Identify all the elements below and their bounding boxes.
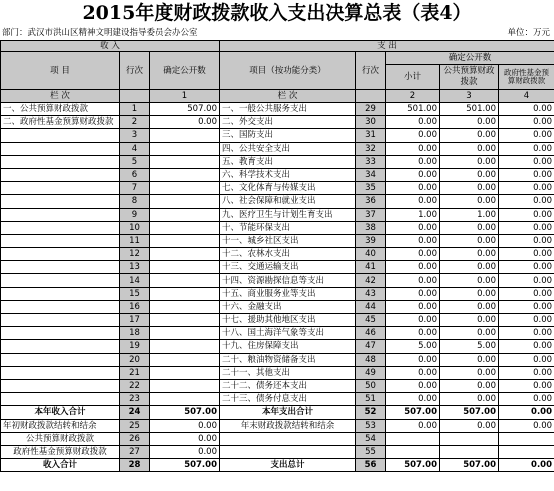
expense-lanci: 栏 次 — [220, 90, 356, 103]
expense-rowno: 53 — [356, 419, 386, 432]
expense-subtotal: 0.00 — [386, 168, 440, 181]
income-rowno: 10 — [120, 221, 150, 234]
expense-fund: 0.00 — [499, 406, 554, 419]
expense-rowno: 29 — [356, 103, 386, 116]
expense-item — [220, 445, 356, 458]
total-row — [1, 459, 554, 472]
expense-rowno: 31 — [356, 129, 386, 142]
income-rowno: 11 — [120, 234, 150, 247]
expense-subtotal: 0.00 — [386, 142, 440, 155]
expense-fund: 0.00 — [499, 353, 554, 366]
income-rowno: 19 — [120, 340, 150, 353]
table-row — [1, 340, 554, 353]
expense-general: 0.00 — [440, 116, 499, 129]
income-rowno: 9 — [120, 208, 150, 221]
income-item-header: 项 目 — [1, 52, 120, 90]
table-row — [1, 182, 554, 195]
expense-subtotal: 501.00 — [386, 103, 440, 116]
income-value — [150, 195, 220, 208]
general-budget-header: 公共预算财政拨款 — [440, 65, 499, 90]
table-row — [1, 314, 554, 327]
table-row — [1, 274, 554, 287]
expense-rowno: 32 — [356, 142, 386, 155]
expense-general: 1.00 — [440, 208, 499, 221]
expense-subtotal: 0.00 — [386, 234, 440, 247]
expense-fund: 0.00 — [499, 287, 554, 300]
expense-fund: 0.00 — [499, 327, 554, 340]
income-value — [150, 168, 220, 181]
expense-subtotal: 0.00 — [386, 261, 440, 274]
expense-general: 0.00 — [440, 155, 499, 168]
expense-fund: 0.00 — [499, 195, 554, 208]
expense-header: 支 出 — [220, 41, 554, 52]
income-item: 年初财政拨款结转和结余 — [1, 419, 120, 432]
expense-rowno: 42 — [356, 274, 386, 287]
income-item — [1, 248, 120, 261]
income-item: 公共预算财政拨款 — [1, 432, 120, 445]
income-item — [1, 327, 120, 340]
income-rowno: 24 — [120, 406, 150, 419]
expense-item: 十二、农林水支出 — [220, 248, 356, 261]
expense-item: 十九、住房保障支出 — [220, 340, 356, 353]
income-rowno: 6 — [120, 168, 150, 181]
expense-item: 十、节能环保支出 — [220, 221, 356, 234]
income-value — [150, 393, 220, 406]
income-item — [1, 195, 120, 208]
income-item — [1, 353, 120, 366]
expense-item: 四、公共安全支出 — [220, 142, 356, 155]
table-row — [1, 300, 554, 313]
total-row — [1, 419, 554, 432]
income-value-header: 确定公开数 — [150, 52, 220, 90]
income-rowno: 1 — [120, 103, 150, 116]
income-rowno: 7 — [120, 182, 150, 195]
col3-index: 3 — [440, 90, 499, 103]
expense-subtotal: 1.00 — [386, 208, 440, 221]
expense-item: 八、社会保障和就业支出 — [220, 195, 356, 208]
expense-fund: 0.00 — [499, 208, 554, 221]
unit-label: 单位：万元 — [507, 28, 550, 38]
income-value — [150, 221, 220, 234]
expense-rowno: 51 — [356, 393, 386, 406]
income-value — [150, 142, 220, 155]
expense-rowno: 52 — [356, 406, 386, 419]
income-item — [1, 142, 120, 155]
expense-item: 二十二、债务还本支出 — [220, 379, 356, 392]
expense-general: 0.00 — [440, 221, 499, 234]
table-row — [1, 155, 554, 168]
expense-rowno: 41 — [356, 261, 386, 274]
expense-general: 0.00 — [440, 182, 499, 195]
table-row — [1, 379, 554, 392]
income-item — [1, 261, 120, 274]
total-row — [1, 406, 554, 419]
expense-subtotal: 5.00 — [386, 340, 440, 353]
expense-item: 年末财政拨款结转和结余 — [220, 419, 356, 432]
expense-general: 5.00 — [440, 340, 499, 353]
expense-subtotal: 0.00 — [386, 221, 440, 234]
expense-fund: 0.00 — [499, 168, 554, 181]
table-row — [1, 287, 554, 300]
income-value — [150, 248, 220, 261]
income-item — [1, 340, 120, 353]
total-row — [1, 432, 554, 445]
income-rowno: 17 — [120, 314, 150, 327]
income-rowno: 8 — [120, 195, 150, 208]
income-value: 507.00 — [150, 103, 220, 116]
table-row — [1, 195, 554, 208]
income-item — [1, 208, 120, 221]
income-item — [1, 287, 120, 300]
expense-fund: 0.00 — [499, 248, 554, 261]
expense-subtotal: 0.00 — [386, 379, 440, 392]
expense-general — [440, 445, 499, 458]
expense-subtotal: 0.00 — [386, 419, 440, 432]
subtotal-header: 小计 — [386, 65, 440, 90]
expense-rowno: 33 — [356, 155, 386, 168]
income-value — [150, 327, 220, 340]
expense-fund: 0.00 — [499, 314, 554, 327]
expense-subtotal: 0.00 — [386, 366, 440, 379]
col2-index: 2 — [386, 90, 440, 103]
income-item: 政府性基金预算财政拨款 — [1, 445, 120, 458]
expense-rowno: 38 — [356, 221, 386, 234]
income-rowno: 13 — [120, 261, 150, 274]
table-row — [1, 327, 554, 340]
income-rowno: 14 — [120, 274, 150, 287]
table-row — [1, 366, 554, 379]
department-label: 部门：武汉市洪山区精神文明建设指导委员会办公室 — [2, 28, 198, 38]
confirm-public-header: 确定公开数 — [386, 52, 554, 65]
income-item — [1, 366, 120, 379]
income-item: 二、政府性基金预算财政拨款 — [1, 116, 120, 129]
expense-fund: 0.00 — [499, 182, 554, 195]
expense-rowno: 36 — [356, 195, 386, 208]
expense-general: 0.00 — [440, 327, 499, 340]
expense-item: 二十三、债务付息支出 — [220, 393, 356, 406]
income-rowno: 4 — [120, 142, 150, 155]
expense-fund: 0.00 — [499, 366, 554, 379]
expense-general: 0.00 — [440, 300, 499, 313]
table-row — [1, 168, 554, 181]
meta-bar — [0, 27, 554, 40]
income-item — [1, 155, 120, 168]
expense-subtotal — [386, 445, 440, 458]
expense-rowno: 48 — [356, 353, 386, 366]
table-row — [1, 116, 554, 129]
income-value — [150, 314, 220, 327]
expense-general: 0.00 — [440, 234, 499, 247]
page-title: 2015年度财政拨款收入支出决算总表（表4） — [82, 2, 472, 24]
income-item — [1, 129, 120, 142]
income-item — [1, 221, 120, 234]
income-item — [1, 168, 120, 181]
expense-fund: 0.00 — [499, 379, 554, 392]
expense-rowno: 30 — [356, 116, 386, 129]
expense-item: 十五、商业服务业等支出 — [220, 287, 356, 300]
income-item — [1, 379, 120, 392]
income-value: 0.00 — [150, 116, 220, 129]
expense-rowno: 45 — [356, 314, 386, 327]
expense-item: 十四、资源勘探信息等支出 — [220, 274, 356, 287]
income-rowno: 12 — [120, 248, 150, 261]
income-value: 507.00 — [150, 459, 220, 472]
income-header: 收 入 — [1, 41, 220, 52]
income-item — [1, 274, 120, 287]
income-rowno: 21 — [120, 366, 150, 379]
income-value — [150, 182, 220, 195]
income-value — [150, 300, 220, 313]
expense-fund: 0.00 — [499, 129, 554, 142]
expense-fund: 0.00 — [499, 221, 554, 234]
income-value: 0.00 — [150, 445, 220, 458]
income-value — [150, 129, 220, 142]
expense-item: 十七、援助其他地区支出 — [220, 314, 356, 327]
expense-fund: 0.00 — [499, 419, 554, 432]
expense-item: 十八、国土海洋气象等支出 — [220, 327, 356, 340]
income-rowno: 15 — [120, 287, 150, 300]
income-value: 507.00 — [150, 406, 220, 419]
income-item — [1, 300, 120, 313]
expense-item: 九、医疗卫生与计划生育支出 — [220, 208, 356, 221]
total-row — [1, 445, 554, 458]
income-value: 0.00 — [150, 432, 220, 445]
expense-rowno: 49 — [356, 366, 386, 379]
expense-general: 0.00 — [440, 287, 499, 300]
income-value: 0.00 — [150, 419, 220, 432]
expense-subtotal: 0.00 — [386, 248, 440, 261]
table-row — [1, 261, 554, 274]
expense-subtotal: 0.00 — [386, 116, 440, 129]
income-item: 收入合计 — [1, 459, 120, 472]
income-value — [150, 379, 220, 392]
income-value — [150, 261, 220, 274]
expense-general: 507.00 — [440, 459, 499, 472]
expense-item: 六、科学技术支出 — [220, 168, 356, 181]
expense-item-header: 项目（按功能分类） — [220, 52, 356, 90]
expense-fund: 0.00 — [499, 300, 554, 313]
expense-rowno: 43 — [356, 287, 386, 300]
expense-subtotal: 507.00 — [386, 406, 440, 419]
expense-fund: 0.00 — [499, 155, 554, 168]
expense-rowno: 44 — [356, 300, 386, 313]
expense-subtotal: 0.00 — [386, 129, 440, 142]
col4-index: 4 — [499, 90, 554, 103]
expense-rowno: 56 — [356, 459, 386, 472]
expense-item: 七、文化体育与传媒支出 — [220, 182, 356, 195]
expense-fund — [499, 445, 554, 458]
income-item — [1, 234, 120, 247]
expense-rowno: 55 — [356, 445, 386, 458]
expense-subtotal: 507.00 — [386, 459, 440, 472]
table-row — [1, 129, 554, 142]
expense-item: 支出总计 — [220, 459, 356, 472]
col1-index: 1 — [150, 90, 220, 103]
expense-subtotal: 0.00 — [386, 353, 440, 366]
income-rowno: 27 — [120, 445, 150, 458]
expense-general: 0.00 — [440, 393, 499, 406]
expense-subtotal: 0.00 — [386, 195, 440, 208]
income-rowno: 26 — [120, 432, 150, 445]
income-value — [150, 287, 220, 300]
expense-item: 十六、金融支出 — [220, 300, 356, 313]
expense-rowno: 35 — [356, 182, 386, 195]
expense-item: 十一、城乡社区支出 — [220, 234, 356, 247]
income-rowno: 20 — [120, 353, 150, 366]
income-rowno-header: 行次 — [120, 52, 150, 90]
table-row — [1, 142, 554, 155]
expense-rowno: 50 — [356, 379, 386, 392]
expense-general: 0.00 — [440, 419, 499, 432]
expense-fund: 0.00 — [499, 116, 554, 129]
expense-fund: 0.00 — [499, 393, 554, 406]
income-rowno: 23 — [120, 393, 150, 406]
table-row — [1, 393, 554, 406]
income-item — [1, 314, 120, 327]
expense-general: 0.00 — [440, 274, 499, 287]
expense-subtotal — [386, 432, 440, 445]
income-value — [150, 366, 220, 379]
income-rowno: 5 — [120, 155, 150, 168]
budget-table — [0, 40, 554, 472]
expense-item: 三、国防支出 — [220, 129, 356, 142]
income-rowno: 28 — [120, 459, 150, 472]
income-lanci: 栏 次 — [1, 90, 120, 103]
income-value — [150, 274, 220, 287]
expense-rowno: 40 — [356, 248, 386, 261]
expense-general: 0.00 — [440, 142, 499, 155]
income-value — [150, 208, 220, 221]
expense-general: 0.00 — [440, 129, 499, 142]
income-item — [1, 393, 120, 406]
expense-rowno: 34 — [356, 168, 386, 181]
income-value — [150, 353, 220, 366]
expense-rowno: 37 — [356, 208, 386, 221]
expense-general: 507.00 — [440, 406, 499, 419]
expense-fund: 0.00 — [499, 261, 554, 274]
expense-subtotal: 0.00 — [386, 393, 440, 406]
expense-general: 501.00 — [440, 103, 499, 116]
expense-item: 本年支出合计 — [220, 406, 356, 419]
income-item — [1, 182, 120, 195]
income-item: 本年收入合计 — [1, 406, 120, 419]
expense-rowno: 46 — [356, 327, 386, 340]
table-row — [1, 353, 554, 366]
expense-item: 二十一、其他支出 — [220, 366, 356, 379]
expense-subtotal: 0.00 — [386, 182, 440, 195]
expense-subtotal: 0.00 — [386, 314, 440, 327]
expense-subtotal: 0.00 — [386, 327, 440, 340]
expense-subtotal: 0.00 — [386, 287, 440, 300]
expense-fund: 0.00 — [499, 459, 554, 472]
expense-fund: 0.00 — [499, 340, 554, 353]
expense-fund — [499, 432, 554, 445]
expense-general: 0.00 — [440, 353, 499, 366]
expense-item: 十三、交通运输支出 — [220, 261, 356, 274]
expense-rowno: 39 — [356, 234, 386, 247]
income-rowno: 2 — [120, 116, 150, 129]
expense-subtotal: 0.00 — [386, 274, 440, 287]
expense-item: 一、一般公共服务支出 — [220, 103, 356, 116]
expense-rowno: 54 — [356, 432, 386, 445]
expense-subtotal: 0.00 — [386, 300, 440, 313]
expense-subtotal: 0.00 — [386, 155, 440, 168]
table-row — [1, 103, 554, 116]
income-rowno: 3 — [120, 129, 150, 142]
income-rowno: 16 — [120, 300, 150, 313]
expense-general: 0.00 — [440, 261, 499, 274]
expense-general: 0.00 — [440, 366, 499, 379]
expense-general: 0.00 — [440, 379, 499, 392]
expense-general: 0.00 — [440, 314, 499, 327]
table-row — [1, 208, 554, 221]
expense-item: 二、外交支出 — [220, 116, 356, 129]
expense-general: 0.00 — [440, 168, 499, 181]
expense-general: 0.00 — [440, 248, 499, 261]
income-item: 一、公共预算财政拨款 — [1, 103, 120, 116]
expense-rowno: 47 — [356, 340, 386, 353]
income-rowno: 25 — [120, 419, 150, 432]
expense-rowno-header: 行次 — [356, 52, 386, 90]
table-row — [1, 248, 554, 261]
expense-item — [220, 432, 356, 445]
expense-general — [440, 432, 499, 445]
expense-fund: 0.00 — [499, 142, 554, 155]
expense-fund: 0.00 — [499, 103, 554, 116]
income-rowno: 22 — [120, 379, 150, 392]
income-value — [150, 234, 220, 247]
expense-general: 0.00 — [440, 195, 499, 208]
expense-item: 二十、粮油物资储备支出 — [220, 353, 356, 366]
income-value — [150, 155, 220, 168]
table-row — [1, 234, 554, 247]
income-value — [150, 340, 220, 353]
expense-fund: 0.00 — [499, 274, 554, 287]
fund-budget-header: 政府性基金预算财政拨款 — [499, 65, 554, 90]
expense-item: 五、教育支出 — [220, 155, 356, 168]
income-rowno: 18 — [120, 327, 150, 340]
table-row — [1, 221, 554, 234]
expense-fund: 0.00 — [499, 234, 554, 247]
